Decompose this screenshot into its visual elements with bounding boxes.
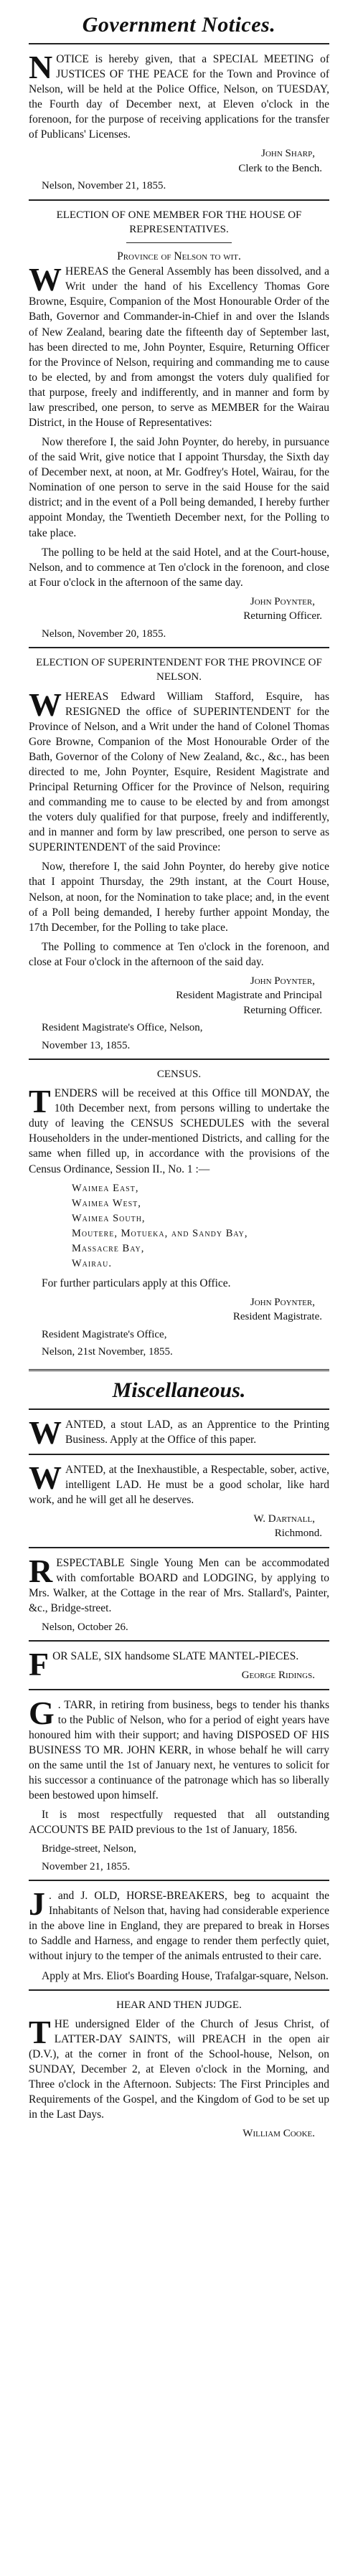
signature-title: Returning Officer.: [243, 610, 322, 622]
list-item: Waimea East,: [72, 1182, 139, 1194]
notice-census: [29, 1067, 329, 1359]
list-item: Massacre Bay,: [72, 1242, 145, 1254]
ad-body: ANTED, at the Inexhaustible, a Respectable, sober, active, intelligent LAD. He must be a good scholar, like hard work, and he will get all he deserves.: [29, 1463, 329, 1506]
paragraph: The polling to be held at the said Hotel, and at the Court-house, Nelson, and to commence at Ten o'clock in the forenoon, and close at Four o'clock in the afternoon of the same day.: [29, 546, 329, 589]
dropcap: N: [29, 49, 53, 85]
ad-body: HE undersigned Elder of the Church of Jesus Christ, of LATTER-DAY SAINTS, will PREACH in the open air (D.V.), at the corner in front of the School-house, Nelson, on SUNDAY, December 2, at Eleven o'clock in the Morning, and Three o'clock in the Afternoon. Subjects: The First Principles and Requirements of the Gospel, and the Kingdom of God to be set up in the Last Days.: [29, 2017, 329, 2121]
dropcap: F: [29, 1646, 50, 1683]
divider: [29, 1408, 329, 1410]
notice-heading: ELECTION OF SUPERINTENDENT FOR THE PROVINCE OF NELSON.: [36, 657, 322, 683]
list-item: Wairau.: [72, 1257, 112, 1269]
short-divider: [126, 242, 232, 243]
dropcap: J: [29, 1885, 45, 1923]
divider: [29, 1454, 329, 1455]
dropcap: W: [29, 1459, 62, 1496]
ad-body: ANTED, a stout LAD, as an Apprentice to the Printing Business. Apply at the Office of this paper.: [65, 1419, 329, 1446]
paragraph: The Polling to commence at Ten o'clock in the forenoon, and close at Four o'clock in the afternoon of the said day.: [29, 940, 329, 968]
divider: [29, 1689, 329, 1690]
paragraph: HEREAS the General Assembly has been dissolved, and a Writ under the hand of his Excellency Thomas Gore Browne, Esquire, Companion of the Most Honourable Order of the Bath, Governor and Commander-in-Chief in and over the Islands of New Zealand, bearing date the fifteenth day of September last, has been directed to me, John Poynter, Esquire, Returning Officer for the Province of Nelson, requiring and commanding me to cause to be elected, by and from amongst the voters duly qualified for that purpose, freely and indifferently, and in manner and form by law prescribed, one person, to serve as MEMBER for the Wairau District, in the House of Representatives:: [29, 265, 329, 429]
ad-tarr-retiring: [29, 1694, 329, 1874]
signature-title: Resident Magistrate.: [232, 1311, 322, 1323]
divider: [29, 1547, 329, 1548]
paragraph: HEREAS Edward William Stafford, Esquire, has RESIGNED the office of SUPERINTENDENT for the Province of Nelson, and a Writ under the hand of Colonel Thomas Gore Browne, Companion of the Most Honourable Order of the Bath, Governor of the Colony of New Zealand, &c., &c., has been directed to me, John Poynter, Esquire, Resident Magistrate and Principal Returning Officer for the Province of Nelson, requiring and commanding me to cause to be elected by and from amongst the voters duly qualified for that purpose, freely and indifferently, and in manner and form by law prescribed, one person to serve as SUPERINTENDENT of the said Province:: [29, 690, 329, 854]
ad-lad-wanted: [29, 1459, 329, 1541]
signature-title: Returning Officer.: [243, 1004, 322, 1016]
paragraph: Now, therefore I, the said John Poynter, do hereby give notice that I appoint Thursday, the 29th instant, at the Court House, Nelson, at noon, for the Nomination to take place; and, in the event of a Poll being demanded, I hereby further appoint Monday, the 17th December, for the Polling to take place.: [29, 861, 329, 934]
dateline: Nelson, November 21, 1855.: [42, 180, 166, 192]
notice-election-representatives: [29, 208, 329, 641]
district-list: [72, 1181, 329, 1272]
divider: [29, 199, 329, 201]
notice-heading: ELECTION OF ONE MEMBER FOR THE HOUSE OF REPRESENTATIVES.: [56, 209, 302, 235]
signature: John Sharp,: [261, 148, 315, 160]
signature: John Poynter,: [250, 975, 315, 987]
dateline: Nelson, October 26.: [42, 1621, 128, 1633]
ad-apprentice-wanted: [29, 1414, 329, 1452]
divider: [29, 1640, 329, 1642]
government-notices-heading: Government Notices.: [82, 13, 276, 37]
list-item: Moutere, Motueka, and Sandy Bay,: [72, 1227, 248, 1239]
list-item: Waimea South,: [72, 1212, 146, 1224]
dropcap: T: [29, 1083, 51, 1120]
dropcap: W: [29, 686, 62, 723]
divider: [29, 647, 329, 648]
signature-title: Clerk to the Bench.: [238, 162, 322, 174]
paragraph: Now therefore I, the said John Poynter, do hereby, in pursuance of the said Writ, give notice that I appoint Thursday, the Sixth day of December next, at noon, at Mr. Godfrey's Hotel, Wairau, for the Nomination of one person to serve in the said House for the said district; and in the event of a Poll being demanded, I hereby further appoint Monday, the Twentieth December next, for the Polling to take place.: [29, 436, 329, 539]
miscellaneous-heading: Miscellaneous.: [112, 1378, 246, 1403]
office-line: Resident Magistrate's Office,: [42, 1328, 167, 1340]
province-line: Province of Nelson to wit.: [117, 250, 241, 263]
divider: [29, 43, 329, 44]
dropcap: R: [29, 1552, 53, 1589]
ad-mantel-pieces: [29, 1646, 329, 1683]
ad-body: . and J. OLD, HORSE-BREAKERS, beg to acquaint the Inhabitants of Nelson that, having had considerable experience in the above line in England, they are prepared to break in Horses to Saddle and Harness, and engage to render them perfectly quiet, without injury to the temper of the animals entrusted to their care.: [29, 1890, 329, 1963]
notice-heading: HEAR AND THEN JUDGE.: [116, 1999, 242, 2011]
ad-board-lodging: [29, 1552, 329, 1635]
paragraph: . TARR, in retiring from business, begs to tender his thanks to the Public of Nelson, who for a period of eight years have honoured him with their support; and having DISPOSED OF HIS BUSINESS TO MR. JOHN KERR, in whose behalf he will carry on the same until the 1st of January next, he ventures to solicit for his successor a continuance of the patronage which has so liberally been bestowed upon himself.: [29, 1698, 329, 1802]
divider: [29, 1369, 329, 1371]
paragraph: For further particulars apply at this Office.: [42, 1277, 231, 1289]
ad-body: OR SALE, SIX handsome SLATE MANTEL-PIECES.: [52, 1650, 299, 1663]
dateline: Nelson, 21st November, 1855.: [42, 1345, 173, 1358]
divider: [29, 1059, 329, 1060]
dropcap: G: [29, 1694, 55, 1731]
divider: [29, 1880, 329, 1881]
signature-title: Resident Magistrate and Principal: [176, 990, 322, 1002]
paragraph: Apply at Mrs. Eliot's Boarding House, Trafalgar-square, Nelson.: [42, 1969, 329, 1982]
signature: William Cooke.: [242, 2128, 315, 2140]
notice-heading: CENSUS.: [156, 1068, 202, 1080]
divider: [29, 1989, 329, 1991]
dateline: Nelson, November 20, 1855.: [42, 628, 166, 640]
notice-election-superintendent: [29, 655, 329, 1053]
dropcap: W: [29, 1414, 62, 1452]
signature: John Poynter,: [250, 595, 315, 607]
paragraph: ENDERS will be received at this Office till MONDAY, the 10th December next, from persons willing to undertake the duty of leaving the CENSUS SCHEDULES with the several Householders in the under-mentioned Districts, and calling for the same when filled up, in accordance with the provisions of the Census Ordinance, Session II., No. 1 :—: [29, 1087, 329, 1175]
paragraph: It is most respectfully requested that all outstanding ACCOUNTS BE PAID previous to the 1st of January, 1856.: [29, 1809, 329, 1837]
dateline: November 13, 1855.: [42, 1039, 131, 1051]
dropcap: W: [29, 261, 62, 298]
notice-body: OTICE is hereby given, that a SPECIAL MEETING of JUSTICES OF THE PEACE for the Town and Province of Nelson, will be held at the Police Office, Nelson, on TUESDAY, the Fourth day of December next, at Eleven o'clock in the forenoon, for the purpose of receiving applications for the transfer of Publicans' Licenses.: [29, 53, 329, 141]
signature: George Ridings.: [241, 1670, 315, 1682]
ad-body: ESPECTABLE Single Young Men can be accommodated with comfortable BOARD and LODGING, by applying to Mrs. Walker, at the Cottage in the rear of Mrs. Stallard's, Painter, &c., Bridge-street.: [29, 1556, 329, 1614]
notice-justices-meeting: [29, 49, 329, 194]
address-line: Bridge-street, Nelson,: [42, 1843, 137, 1855]
signature: W. Dartnall,: [253, 1512, 315, 1525]
ad-horse-breakers: [29, 1885, 329, 1983]
dropcap: T: [29, 2013, 51, 2050]
dateline: November 21, 1855.: [42, 1860, 131, 1872]
signature: John Poynter,: [250, 1296, 315, 1308]
office-line: Resident Magistrate's Office, Nelson,: [42, 1022, 203, 1034]
list-item: Waimea West,: [72, 1197, 141, 1209]
ad-preaching: [29, 1998, 329, 2141]
signature-place: Richmond.: [274, 1528, 322, 1540]
